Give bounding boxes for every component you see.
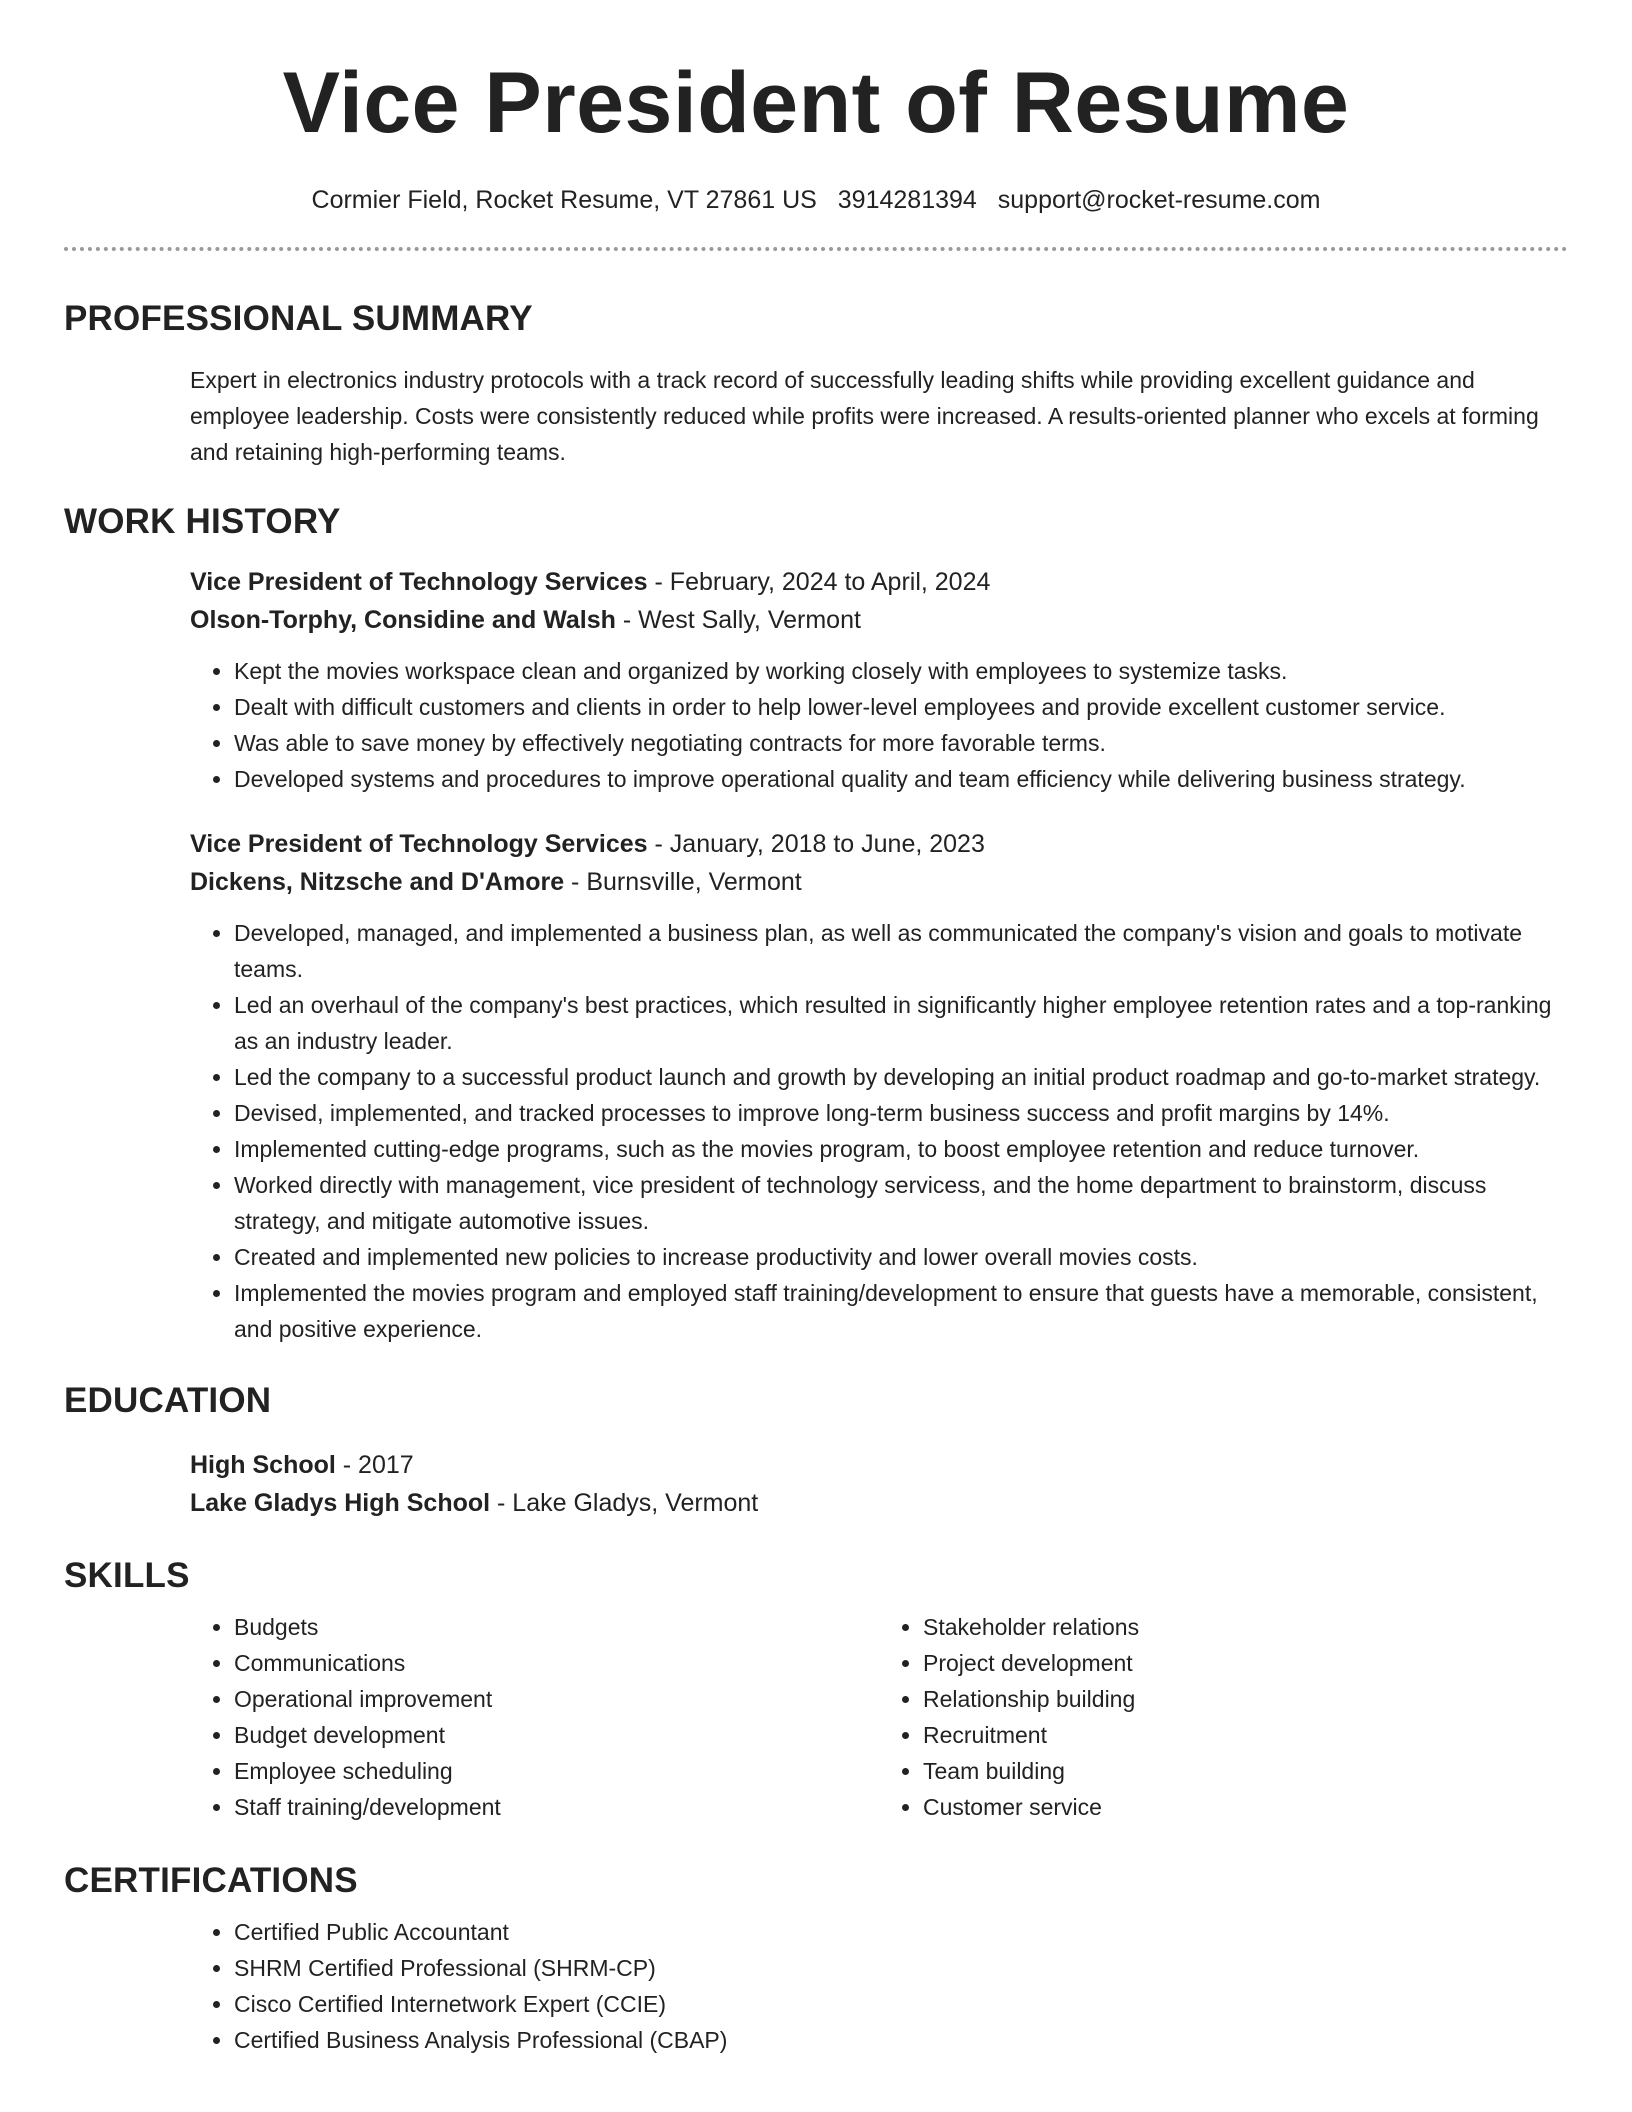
- job-company-line: [190, 863, 1568, 901]
- job-bullet: • Dealt with difficult customers and clients in order to help lower-level employees and provide excellent customer service.: [234, 689, 1568, 725]
- skill-item: • Project development: [923, 1645, 1568, 1681]
- job-bullet: • Was able to save money by effectively negotiating contracts for more favorable terms.: [234, 725, 1568, 761]
- summary-title: PROFESSIONAL SUMMARY: [64, 299, 533, 338]
- certifications-section: [190, 1914, 1568, 2058]
- skill-item: • Relationship building: [923, 1681, 1568, 1717]
- job-dates: - February, 2024 to April, 2024: [647, 568, 991, 596]
- skill-item: • Budget development: [234, 1717, 879, 1753]
- skills-list-left: [190, 1609, 879, 1825]
- education-title: EDUCATION: [64, 1381, 272, 1420]
- work-history-section: [190, 563, 1568, 1347]
- job-title-line: [190, 563, 1568, 601]
- contact-line: [64, 186, 1568, 215]
- job-title-line: [190, 825, 1568, 863]
- education-degree-line: [190, 1446, 1568, 1484]
- skill-item: • Operational improvement: [234, 1681, 879, 1717]
- education-location: - Lake Gladys, Vermont: [490, 1489, 759, 1517]
- certification-item: • Certified Public Accountant: [234, 1914, 1568, 1950]
- certification-item: • Cisco Certified Internetwork Expert (CCIE): [234, 1986, 1568, 2022]
- job-location: - Burnsville, Vermont: [564, 868, 802, 896]
- skill-item: • Employee scheduling: [234, 1753, 879, 1789]
- job-bullet: • Worked directly with management, vice president of technology servicess, and the home department to brainstorm, discuss strategy, and mitigate automotive issues.: [234, 1167, 1568, 1239]
- education-section: [190, 1446, 1568, 1522]
- header-divider: [64, 247, 1568, 251]
- job-bullet: • Kept the movies workspace clean and organized by working closely with employees to systemize tasks.: [234, 653, 1568, 689]
- job-company: Dickens, Nitzsche and D'Amore: [190, 868, 565, 896]
- skill-item: • Recruitment: [923, 1717, 1568, 1753]
- job-bullet: • Developed, managed, and implemented a business plan, as well as communicated the company's vision and goals to motivate teams.: [234, 915, 1568, 987]
- job-bullet: • Implemented the movies program and employed staff training/development to ensure that guests have a memorable, consistent, and positive experience.: [234, 1275, 1568, 1347]
- job-company-line: [190, 601, 1568, 639]
- education-school: Lake Gladys High School: [190, 1489, 491, 1517]
- certification-item: • SHRM Certified Professional (SHRM-CP): [234, 1950, 1568, 1986]
- job-bullet: • Led an overhaul of the company's best practices, which resulted in significantly higher employee retention rates and a top-ranking as an industry leader.: [234, 987, 1568, 1059]
- job-bullet: • Implemented cutting-edge programs, such as the movies program, to boost employee retention and reduce turnover.: [234, 1131, 1568, 1167]
- job-bullet: • Devised, implemented, and tracked processes to improve long-term business success and profit margins by 14%.: [234, 1095, 1568, 1131]
- skill-item: • Communications: [234, 1645, 879, 1681]
- skill-item: • Customer service: [923, 1789, 1568, 1825]
- skill-item: • Team building: [923, 1753, 1568, 1789]
- job-role: Vice President of Technology Services: [190, 830, 648, 858]
- job-role: Vice President of Technology Services: [190, 568, 648, 596]
- job-bullets: [190, 653, 1568, 797]
- job-bullet: • Developed systems and procedures to improve operational quality and team efficiency while delivering business strategy.: [234, 761, 1568, 797]
- job-entry: [190, 825, 1568, 1347]
- resume-name: Vice President of Resume: [282, 55, 1350, 151]
- job-entry: [190, 563, 1568, 797]
- job-bullets: [190, 915, 1568, 1347]
- contact-email: support@rocket-resume.com: [997, 186, 1321, 214]
- contact-phone: 3914281394: [837, 186, 977, 214]
- summary-section: [190, 362, 1568, 470]
- certification-item: • Certified Business Analysis Professional (CBAP): [234, 2022, 1568, 2058]
- skill-item: • Budgets: [234, 1609, 879, 1645]
- skills-section: [190, 1609, 1568, 1825]
- certifications-list: [190, 1914, 1568, 2058]
- job-bullet: • Led the company to a successful product launch and growth by developing an initial product roadmap and go-to-market strategy.: [234, 1059, 1568, 1095]
- skills-title: SKILLS: [64, 1556, 190, 1595]
- education-school-line: [190, 1484, 1568, 1522]
- skill-item: • Stakeholder relations: [923, 1609, 1568, 1645]
- job-location: - West Sally, Vermont: [615, 606, 861, 634]
- education-year: - 2017: [335, 1451, 414, 1479]
- job-dates: - January, 2018 to June, 2023: [647, 830, 985, 858]
- education-degree: High School: [190, 1451, 336, 1479]
- summary-text: Expert in electronics industry protocols with a track record of successfully leading shifts while providing excellent guidance and employee leadership. Costs were consistently reduced while profits were increased. A results-oriented planner who excels at forming and retaining high-performing teams.: [190, 367, 1539, 465]
- job-bullet: • Created and implemented new policies to increase productivity and lower overall movies costs.: [234, 1239, 1568, 1275]
- skill-item: • Staff training/development: [234, 1789, 879, 1825]
- resume-page: [64, 0, 1568, 2058]
- work-history-title: WORK HISTORY: [64, 502, 341, 541]
- job-company: Olson-Torphy, Considine and Walsh: [190, 606, 616, 634]
- certifications-title: CERTIFICATIONS: [64, 1861, 358, 1900]
- skills-list-right: [879, 1609, 1568, 1825]
- contact-address: Cormier Field, Rocket Resume, VT 27861 US: [311, 186, 817, 214]
